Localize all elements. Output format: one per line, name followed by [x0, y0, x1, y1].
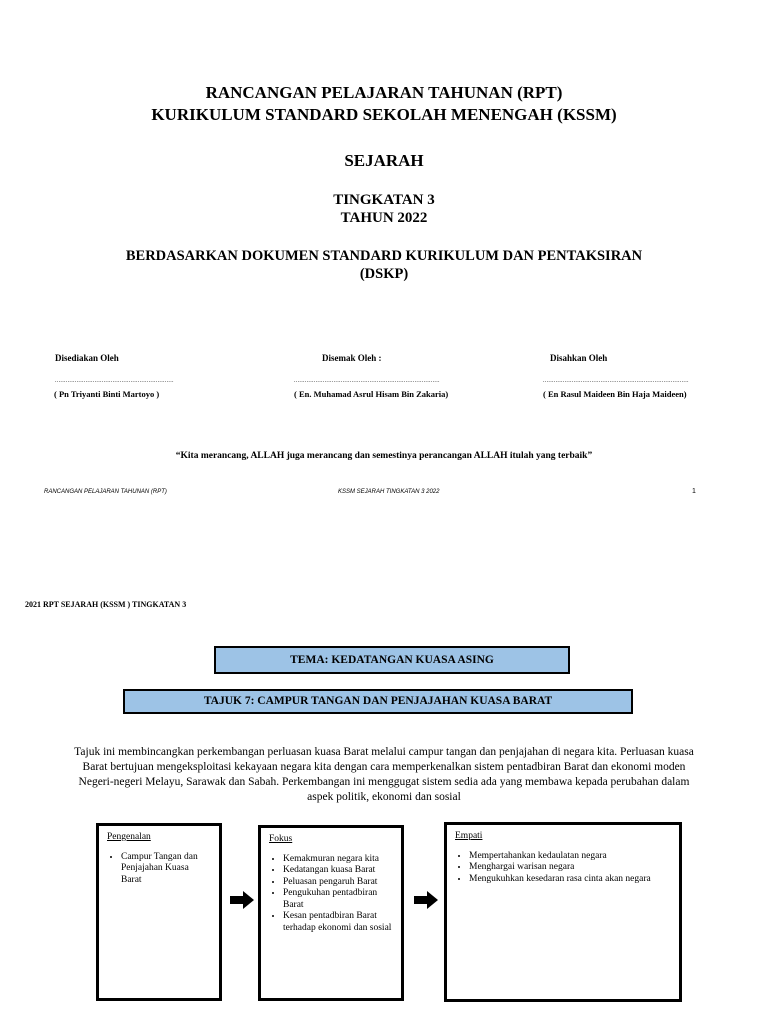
signature-line-reviewed: .................................................................................: [294, 378, 440, 384]
box-pengenalan: [96, 823, 222, 1001]
signature-name-prepared: ( Pn Triyanti Binti Martoyo ): [54, 389, 160, 399]
title-line-2: KURIKULUM STANDARD SEKOLAH MENENGAH (KSSM): [151, 105, 617, 124]
list-item: • Campur Tangan dan Penjajahan Kuasa Barat: [121, 852, 211, 887]
box-title: Empati: [455, 831, 483, 841]
signature-label-prepared: Disediakan Oleh: [55, 353, 119, 363]
signature-name-approved: ( En Rasul Maideen Bin Haja Maideen): [543, 389, 687, 399]
intro-paragraph: [0, 745, 768, 805]
basis-line-1: BERDASARKAN DOKUMEN STANDARD KURIKULUM DAN PENTAKSIRAN: [125, 248, 643, 264]
box-list: [107, 852, 211, 887]
list-item: • Mengukuhkan kesedaran rasa cinta akan negara: [469, 874, 671, 886]
page-number: 1: [692, 488, 696, 495]
list-item: • Kesan pentadbiran Barat terhadap ekonomi dan sosial: [283, 911, 393, 934]
box-list: [455, 851, 671, 886]
footer-center: KSSM SEJARAH TINGKATAN 3 2022: [338, 489, 440, 495]
box-title: Pengenalan: [107, 832, 151, 842]
title-line-1: RANCANGAN PELAJARAN TAHUNAN (RPT): [205, 83, 563, 102]
intro-line: Tajuk ini membincangkan perkembangan perluasan kuasa Barat melalui campur tangan dan penjajahan di negara kita. Perluasan kuasa: [74, 746, 694, 758]
box-fokus: [258, 825, 404, 1001]
box-title: Fokus: [269, 834, 293, 844]
list-item: • Menghargai warisan negara: [469, 862, 671, 874]
intro-line: Barat bertujuan mengeksploitasi kekayaan negara kita dengan cara memperkenalkan sistem pentadbiran Barat dan ekonomi moden: [82, 761, 686, 773]
year-label: TAHUN 2022: [340, 210, 428, 226]
list-item: • Kemakmuran negara kita: [283, 854, 393, 866]
signature-line-prepared: ..................................................................: [55, 378, 174, 384]
box-empati: [444, 822, 682, 1002]
signature-name-reviewed: ( En. Muhamad Asrul Hisam Bin Zakaria): [294, 389, 449, 399]
list-item: • Pengukuhan pentadbiran Barat: [283, 888, 393, 911]
right-arrow-icon: [230, 891, 254, 909]
signature-label-approved: Disahkan Oleh: [550, 353, 608, 363]
list-item: • Mempertahankan kedaulatan negara: [469, 851, 671, 863]
basis-line-2: (DSKP): [359, 266, 409, 282]
signature-label-reviewed: Disemak Oleh :: [322, 353, 382, 363]
theme-banner: TEMA: KEDATANGAN KUASA ASING: [214, 646, 570, 674]
box-list: [269, 854, 393, 935]
intro-line: aspek politik, ekonomi dan sosial: [307, 791, 461, 803]
signature-line-approved: .................................................................................: [543, 378, 689, 384]
page2-header: 2021 RPT SEJARAH (KSSM ) TINGKATAN 3: [25, 600, 187, 609]
subject-title: SEJARAH: [344, 151, 424, 170]
topic-banner: TAJUK 7: CAMPUR TANGAN DAN PENJAJAHAN KUASA BARAT: [123, 689, 633, 714]
list-item: • Kedatangan kuasa Barat: [283, 865, 393, 877]
footer-left: RANCANGAN PELAJARAN TAHUNAN (RPT): [44, 489, 167, 495]
form-label: TINGKATAN 3: [333, 192, 435, 208]
right-arrow-icon: [414, 891, 438, 909]
list-item: • Peluasan pengaruh Barat: [283, 877, 393, 889]
intro-line: Negeri-negeri Melayu, Sarawak dan Sabah. Perkembangan ini menggugat sistem sedia ada yang membawa kepada perubahan dalam: [78, 776, 690, 788]
motto-quote: “Kita merancang, ALLAH juga merancang dan semestinya perancangan ALLAH itulah yang terbaik”: [175, 451, 593, 461]
